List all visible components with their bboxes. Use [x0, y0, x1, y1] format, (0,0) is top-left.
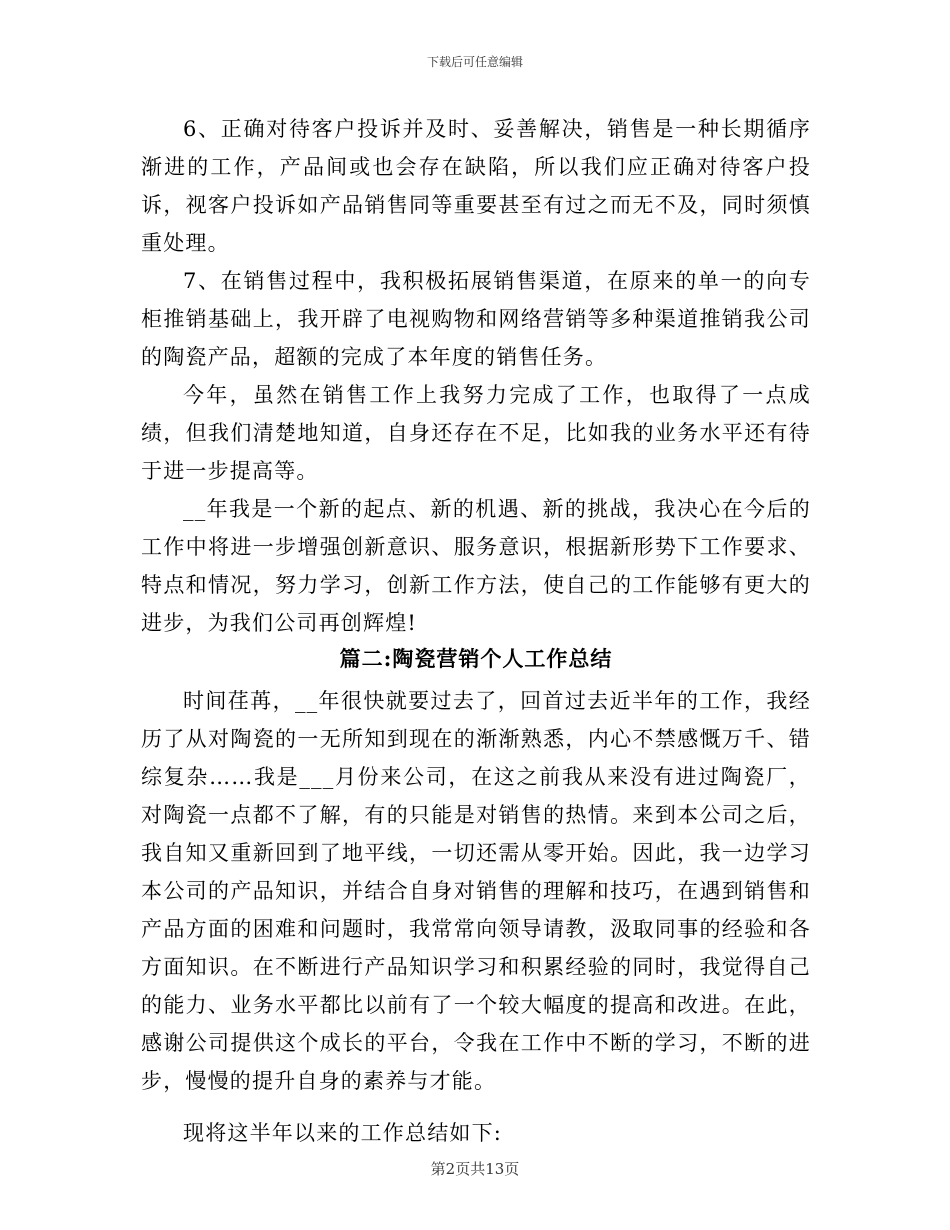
paragraph-item-7: 7、在销售过程中，我积极拓展销售渠道，在原来的单一的向专柜推销基础上，我开辟了电视购物和网络营销等多种渠道推销我公司的陶瓷产品，超额的完成了本年度的销售任务。 — [141, 269, 811, 369]
page-number: 第2页共13页 — [430, 1160, 520, 1178]
paragraph-item-6: 6、正确对待客户投诉并及时、妥善解决，销售是一种长期循序渐进的工作，产品间或也会存在缺陷，所以我们应正确对待客户投诉，视客户投诉如产品销售同等重要甚至有过之而无不及，同时须慎重处理。 — [141, 117, 811, 255]
paragraph-new-year-resolve: __年我是一个新的起点、新的机遇、新的挑战，我决心在今后的工作中将进一步增强创新意识、服务意识，根据新形势下工作要求、特点和情况，努力学习，创新工作方法，使自己的工作能够有更大的进步，为我们公司再创辉煌! — [141, 497, 811, 635]
document-body — [141, 110, 811, 1152]
paragraph-summary-intro: 现将这半年以来的工作总结如下: — [183, 1121, 503, 1145]
page-header: 下载后可任意编辑 — [426, 55, 523, 69]
section-heading: 篇二:陶瓷营销个人工作总结 — [339, 646, 613, 671]
paragraph-this-year: 今年，虽然在销售工作上我努力完成了工作，也取得了一点成绩，但我们清楚地知道，自身还存在不足，比如我的业务水平还有待于进一步提高等。 — [141, 383, 811, 483]
paragraph-review: 时间荏苒，__年很快就要过去了，回首过去近半年的工作，我经历了从对陶瓷的一无所知到现在的渐渐熟悉，内心不禁感慨万千、错综复杂……我是___月份来公司，在这之前我从来没有进过陶瓷厂，对陶瓷一点都不了解，有的只能是对销售的热情。来到本公司之后，我自知又重新回到了地平线，一切还需从零开始。因此，我一边学习本公司的产品知识，并结合自身对销售的理解和技巧，在遇到销售和产品方面的困难和问题时，我常常向领导请教，汲取同事的经验和各方面知识。在不断进行产品知识学习和积累经验的同时，我觉得自己的能力、业务水平都比以前有了一个较大幅度的提高和改进。在此，感谢公司提供这个成长的平台，令我在工作中不断的学习，不断的进步，慢慢的提升自身的素养与才能。 — [141, 689, 811, 1093]
